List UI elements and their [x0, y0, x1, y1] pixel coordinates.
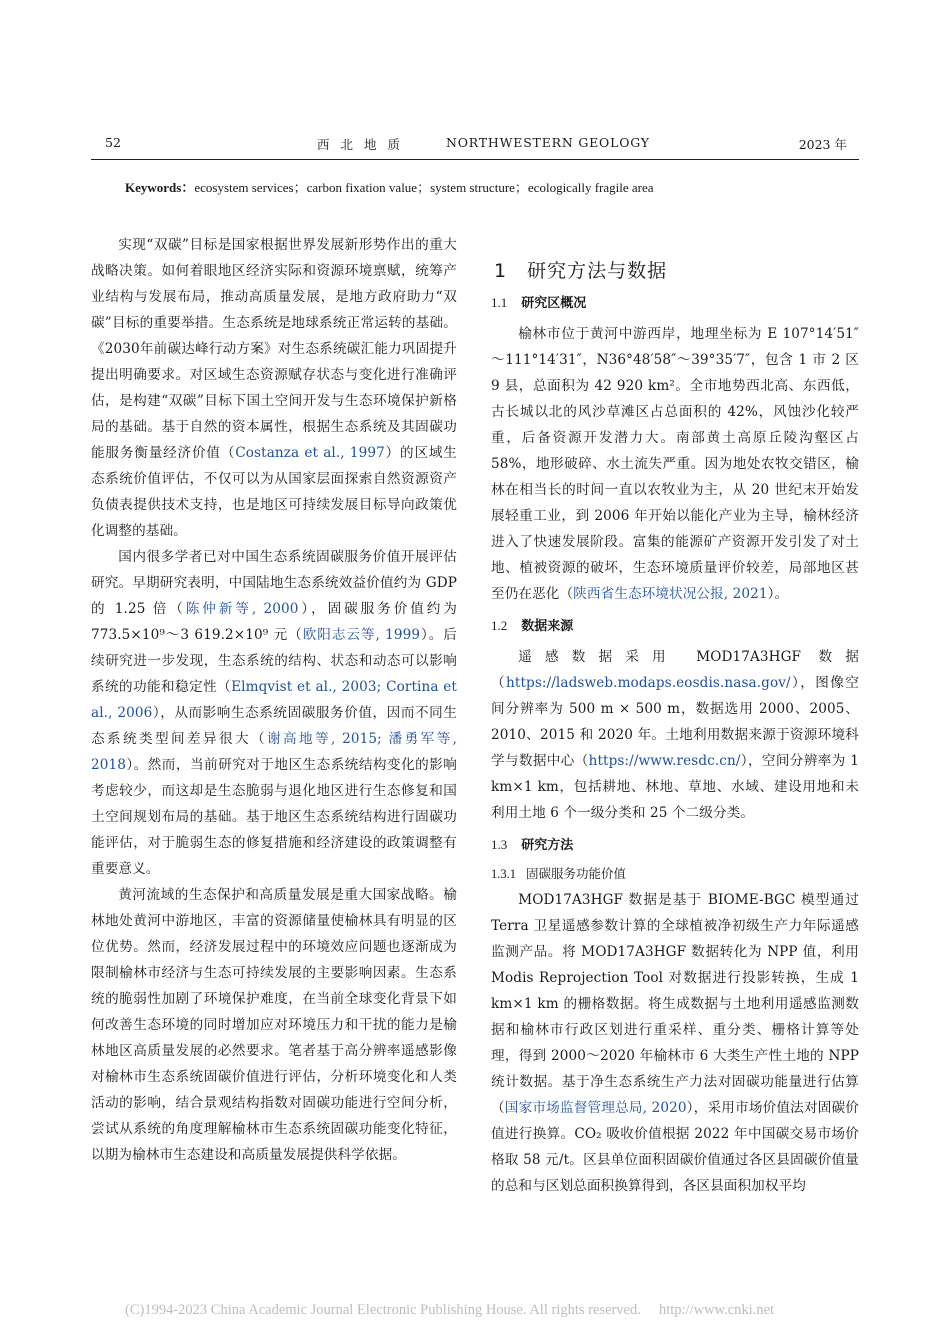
paragraph-text: ）。后续研究进一步发现，生态系统的结构、状态和动态可以影响系统的功能和稳定性（ — [91, 627, 458, 695]
paragraph-text: ），采用市场价值法对固碳价值进行换算。CO₂ 吸收价值根据 2022 年中国碳交易市场价格取 58 元/t。区县单位面积固碳价值通过各区县固碳价值量的总和与区划总面积换算得到，各区县面积加权平均 — [491, 1100, 860, 1194]
page-number: 52 — [105, 135, 121, 150]
paragraph-text: ）。然而，当前研究对于地区生态系统结构变化的影响考虑较少，而这却是生态脆弱与退化地区进行生态修复和国土空间规划布局的基础。基于地区生态系统结构进行固碳功能评估，对于脆弱生态的修复措施和经济建设的政策调整有重要意义。 — [91, 757, 457, 877]
citation-link[interactable]: 国家市场监督管理总局, 2020 — [504, 1100, 687, 1116]
paragraph-text: MOD17A3HGF 数据是基于 BIOME-BGC 模型通过 Terra 卫星遥感参数计算的全球植被净初级生产力年际遥感监测产品。将 MOD17A3HGF 数据转化为 NPP 值，利用 Modis Reprojection Tool 对数据进行投影转换，生成 1 km×1 km 的栅格数据。将生成数据与土地利用遥感监测数据和榆林市行政区划进行重采样、重分类、栅格计算等处理，得到 2000～2020 年榆林市 6 大类生产性土地的 NPP 统计数据。基于净生态系统生产力法对固碳功能量进行估算（ — [491, 892, 859, 1116]
journal-title-en: NORTHWESTERN GEOLOGY — [446, 135, 650, 150]
subsection-heading-study-area — [491, 292, 859, 315]
section-title: 研究方法 — [521, 838, 574, 853]
citation-link[interactable]: 陈仲新等, 2000 — [185, 601, 299, 617]
section-number: 1.3 — [491, 837, 508, 852]
paragraph-text: 实现“双碳”目标是国家根据世界发展新形势作出的重大战略决策。如何着眼地区经济实际和资源环境禀赋，统筹产业结构与发展布局，推动高质量发展，是地方政府助力“双碳”目标的重要举措。生态系统是地球系统正常运转的基础。《2030年前碳达峰行动方案》对生态系统碳汇能力巩固提升提出明确要求。对区域生态资源赋存状态与变化进行准确评估，是构建“双碳”目标下国土空间开发与生态环境保护新格局的基础。基于自然的资本属性，根据生态系统及其固碳功能服务衡量经济价值（ — [91, 237, 457, 461]
paragraph-text: ）。 — [767, 586, 789, 602]
citation-link[interactable]: 陕西省生态环境状况公报, 2021 — [573, 586, 768, 602]
keywords-text: ecosystem services；carbon fixation value；system structure；ecologically fragile area — [194, 180, 654, 195]
citation-link[interactable]: 谢高地等, 2015; 潘勇军等, 2018 — [91, 731, 457, 773]
publication-year: 2023 年 — [798, 137, 847, 152]
section-heading: 1 研究方法与数据 — [494, 260, 668, 282]
url-link[interactable]: https://ladsweb.modaps.eosdis.nasa.gov/ — [506, 675, 791, 691]
section-title: 数据来源 — [521, 619, 574, 634]
paragraph-text: 国内很多学者已对中国生态系统固碳服务价值开展评估研究。早期研究表明，中国陆地生态系统效益价值约为 GDP 的 1.25 倍（ — [91, 549, 457, 617]
left-column — [91, 232, 457, 1168]
study-area-paragraph — [491, 321, 859, 607]
subsection-heading-methods — [491, 834, 859, 857]
intro-paragraph-2 — [91, 544, 457, 882]
methods-paragraph — [491, 887, 859, 1199]
citation-link[interactable]: 欧阳志云等, 1999 — [302, 627, 421, 643]
subsubsection-heading-carbon-value — [491, 863, 859, 885]
journal-title-cn: 西北地质 — [317, 137, 412, 152]
section-title: 固碳服务功能价值 — [526, 866, 627, 881]
citation-link[interactable]: Costanza et al., 1997 — [235, 445, 385, 461]
paragraph-text: 榆林市位于黄河中游西岸，地理坐标为 E 107°14′51″～111°14′31″，N36°48′58″～39°35′7″，包含 1 市 2 区 9 县，总面积为 42 920 km²。全市地势西北高、东西低，古长城以北的风沙草滩区占总面积的 42%，风蚀沙化较严重，后备资源开发潜力大。南部黄土高原丘陵沟壑区占 58%，地形破碎、水土流失严重。因为地处农牧交错区，榆林在相当长的时间一直以农牧业为主，从 20 世纪末开始发展轻重工业，到 2006 年开始以能化产业为主导，榆林经济进入了快速发展阶段。富集的能源矿产资源开发引发了对土地、植被资源的破坏，生态环境质量评价较差，局部地区甚至仍在恶化（ — [491, 326, 859, 602]
url-link[interactable]: https://www.resdc.cn/ — [588, 753, 741, 769]
keywords-line — [125, 177, 654, 196]
citation-link[interactable]: Elmqvist et al., 2003; Cortina et al., 2006 — [91, 679, 457, 721]
subsection-heading-data-source — [491, 615, 859, 638]
paragraph-text: ），固碳服务价值约为 773.5×10⁹～3 619.2×10⁹ 元（ — [91, 601, 458, 643]
section-title: 研究区概况 — [521, 296, 587, 311]
paragraph-text: ），图像空间分辨率为 500 m × 500 m，数据选用 2000、2005、2010、2015 和 2020 年。土地利用数据来源于资源环境科学与数据中心（ — [491, 675, 859, 769]
paragraph-text: ），从而影响生态系统固碳服务价值，因而不同生态系统类型间差异很大（ — [91, 705, 457, 747]
section-number: 1.3.1 — [491, 867, 516, 881]
keywords-label: Keywords： — [125, 180, 195, 195]
copyright-footer: (C)1994-2023 China Academic Journal Electronic Publishing House. All rights reserved. http://www.cnki.net — [125, 1302, 775, 1318]
intro-paragraph-1 — [91, 232, 457, 544]
right-column — [491, 258, 859, 1199]
running-header — [91, 129, 859, 160]
section-number: 1.2 — [491, 618, 508, 633]
paragraph-text: ）的区域生态系统价值评估，不仅可以为从国家层面探索自然资源资产负债表提供技术支持，也是地区可持续发展目标导向政策优化调整的基础。 — [91, 445, 458, 539]
paragraph-text: ），空间分辨率为 1 km×1 km，包括耕地、林地、草地、水域、建设用地和未利用土地 6 个一级分类和 25 个二级分类。 — [491, 753, 859, 821]
intro-paragraph-3: 黄河流域的生态保护和高质量发展是重大国家战略。榆林地处黄河中游地区，丰富的资源储量使榆林具有明显的区位优势。然而，经济发展过程中的环境效应问题也逐渐成为限制榆林市经济与生态可持续发展的主要影响因素。生态系统的脆弱性加剧了环境保护难度，在当前全球变化背景下如何改善生态环境的同时增加应对环境压力和干扰的能力是榆林地区高质量发展的必然要求。笔者基于高分辨率遥感影像对榆林市生态系统固碳价值进行评估，分析环境变化和人类活动的影响，结合景观结构指数对固碳功能进行空间分析，尝试从系统的角度理解榆林市生态系统固碳功能变化特征，以期为榆林市生态建设和高质量发展提供科学依据。 — [91, 887, 457, 1163]
data-source-paragraph — [491, 644, 859, 826]
section-number: 1.1 — [491, 295, 508, 310]
paragraph-text: 遥感数据采用 MOD17A3HGF 数据（ — [491, 649, 859, 691]
